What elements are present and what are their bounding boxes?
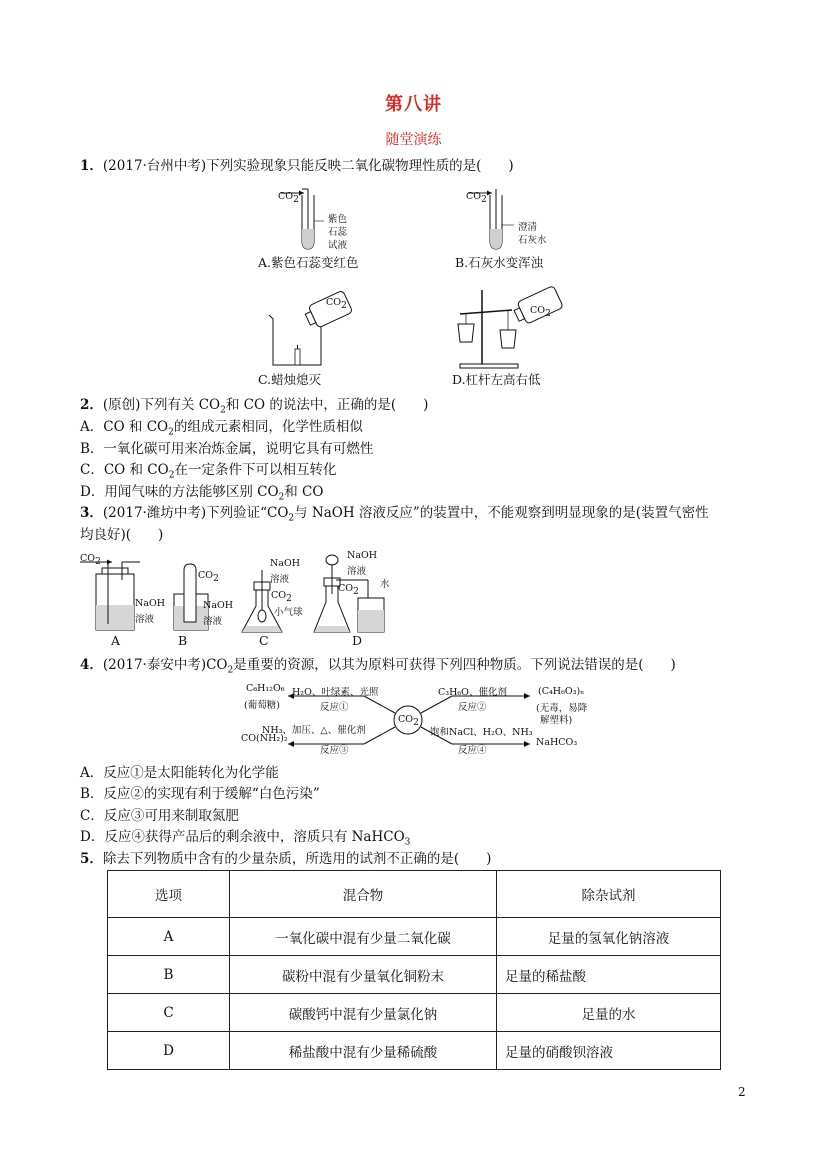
q4-option-a: A．反应①是太阳能转化为化学能 [80, 765, 279, 781]
q4-stem: 4．(2017·泰安中考)$CO_2$是重要的资源，以其为原料可获得下列四种物质。下列说法错误的是( ) [80, 657, 676, 676]
q4-nahco3: NaHCO₃ [536, 737, 578, 748]
q3-b-naoh: NaOH [203, 600, 234, 611]
table-cell: 碳粉中混有少量氧化铜粉末 [230, 956, 497, 994]
table-cell: 碳酸钙中混有少量氯化钠 [230, 994, 497, 1032]
q1-fig-c-caption: C.蜡烛熄灭 [258, 372, 322, 387]
q3-b-gas: $CO_2$ [198, 570, 219, 584]
q1-text: (2017·台州中考)下列实验现象只能反映二氧化碳物理性质的是( ) [102, 158, 514, 174]
q4-r4-condition: 饱和NaCl、H₂O、NH₃ [430, 727, 533, 738]
q3-d-naoh: NaOH [347, 550, 378, 561]
q3-label-b: B [178, 633, 188, 648]
q2-option-d: D．用闻气味的方法能够区别 $CO_2$和 CO [80, 484, 324, 503]
q3-label-a: A [111, 633, 121, 648]
table-header-cell: 混合物 [230, 871, 497, 918]
q4-r3-label: 反应③ [320, 745, 349, 756]
q1-fig-d-caption: D.杠杆左高右低 [452, 372, 541, 387]
table-header-cell: 选项 [108, 871, 230, 918]
q1-fig-a-reagent-2: 石蕊 [328, 227, 348, 238]
table-row [108, 994, 721, 1032]
table-cell: C [108, 994, 230, 1032]
q3-b-sol: 溶液 [203, 616, 223, 627]
q3-label-c: C [259, 633, 269, 648]
lever-cups-diagram [452, 280, 572, 370]
q3-c-gas: $CO_2$ [271, 590, 292, 604]
q1-fig-a-reagent-1: 紫色 [328, 214, 348, 225]
q4-glucose-name: (葡萄糖) [244, 700, 280, 711]
q2-option-a: A．CO 和 $CO_2$的组成元素相同，化学性质相似 [80, 419, 363, 438]
q4-plastic-name-2: 解塑料) [540, 715, 573, 726]
q1-number: 1． [80, 158, 103, 174]
q3-a-gas: $CO_2$ [80, 553, 101, 567]
q4-option-b: B．反应②的实现有利于缓解“白色污染” [80, 786, 320, 802]
q1-fig-b-reagent-2: 石灰水 [518, 235, 547, 246]
table-cell: D [108, 1032, 230, 1070]
table-cell: 足量的水 [497, 994, 721, 1032]
q3-label-d: D [352, 633, 363, 648]
q1-fig-a-gas: $CO_2$ [278, 191, 299, 205]
q4-r2-label: 反应② [458, 702, 487, 713]
q4-r1-label: 反应① [320, 702, 349, 713]
table-cell: 足量的氢氧化钠溶液 [497, 918, 721, 956]
q3-stem-line2: 均良好)( ) [80, 527, 164, 543]
q4-r3-condition: NH₃、加压、△、催化剂 [262, 725, 366, 736]
q1-fig-d-bottle-gas: $CO_2$ [530, 305, 551, 319]
table-header-row [108, 871, 721, 918]
q4-r4-label: 反应④ [458, 745, 487, 756]
q2-stem: 2．(原创)下列有关 $CO_2$和 CO 的说法中，正确的是( ) [80, 397, 429, 416]
q1-stem [80, 157, 514, 175]
q1-fig-a-caption: A.紫色石蕊变红色 [258, 255, 359, 270]
q1-fig-c [265, 285, 365, 367]
table-cell: 足量的稀盐酸 [497, 956, 721, 994]
q3-c-sol: 溶液 [270, 574, 290, 585]
q4-plastic: (C₄H₆O₃)ₙ [538, 686, 585, 697]
q4-r1-condition: H₂O、叶绿素、光照 [292, 687, 379, 698]
q3-c-balloon: 小气球 [274, 607, 303, 618]
table-row [108, 956, 721, 994]
q3-c-naoh: NaOH [270, 558, 301, 569]
q4-glucose: C₆H₁₂O₆ [246, 683, 285, 694]
table-cell: 足量的硝酸钡溶液 [497, 1032, 721, 1070]
page-title: 第八讲 [385, 94, 442, 115]
q2-option-c: C．CO 和 $CO_2$在一定条件下可以相互转化 [80, 462, 337, 481]
q3-a-sol: 溶液 [135, 614, 155, 625]
q2-option-b: B．一氧化碳可用来冶炼金属，说明它具有可燃性 [80, 441, 374, 457]
table-row [108, 918, 721, 956]
q1-fig-b-caption: B.石灰水变浑浊 [455, 255, 544, 270]
beaker-candle-diagram [265, 285, 365, 367]
table-cell: 稀盐酸中混有少量稀硫酸 [230, 1032, 497, 1070]
q4-center: $CO_2$ [398, 714, 419, 728]
q1-fig-d [452, 280, 572, 370]
q4-plastic-name-1: (无毒，易降 [536, 703, 588, 714]
q4-urea: CO(NH₂)₂ [241, 733, 288, 744]
q3-d-gas: $CO_2$ [338, 583, 359, 597]
table-header-cell: 除杂试剂 [497, 871, 721, 918]
page-subtitle: 随堂演练 [385, 132, 442, 148]
table-cell: A [108, 918, 230, 956]
table-row [108, 1032, 721, 1070]
q1-fig-b-gas: $CO_2$ [466, 191, 487, 205]
q4-option-d: D．反应④获得产品后的剩余液中，溶质只有 NaHCO$_3$ [80, 829, 411, 848]
q5-stem: 5．除去下列物质中含有的少量杂质，所选用的试剂不正确的是( ) [80, 851, 492, 867]
page-number: 2 [738, 1085, 746, 1099]
q1-fig-c-bottle-gas: $CO_2$ [326, 297, 347, 311]
q1-fig-a-reagent-3: 试液 [328, 240, 348, 251]
table-cell: 一氧化碳中混有少量二氧化碳 [230, 918, 497, 956]
q5-table [107, 870, 721, 1070]
q3-d-sol: 溶液 [347, 566, 367, 577]
q3-stem-line1: 3．(2017·潍坊中考)下列验证“$CO_2$与 NaOH 溶液反应”的装置中，不能观察到明显现象的是(装置气密性 [80, 505, 709, 524]
table-cell: B [108, 956, 230, 994]
q4-option-c: C．反应③可用来制取氮肥 [80, 808, 239, 824]
q3-a-naoh: NaOH [135, 598, 166, 609]
q3-d-water: 水 [380, 579, 390, 590]
q1-fig-b-reagent-1: 澄清 [518, 222, 538, 233]
q4-r2-condition: C₃H₆O、催化剂 [438, 687, 507, 698]
